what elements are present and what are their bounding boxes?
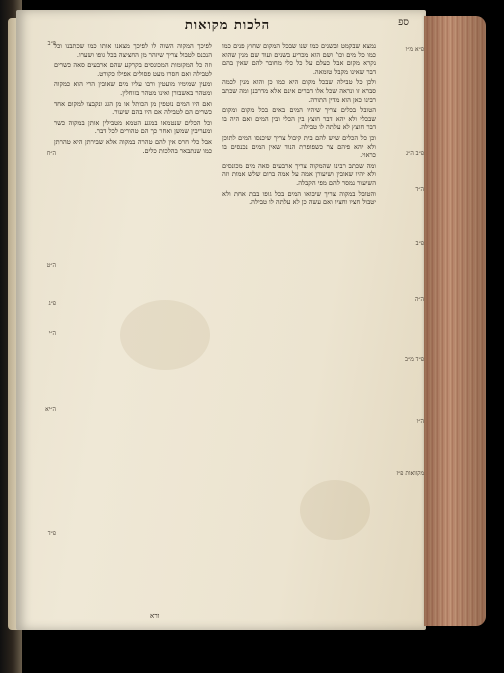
text-paragraph: אבל כלי חרס אין להם טהרה במקוה אלא שבירתן היא טהרתן כמו שנתבאר בהלכות כלים.: [54, 137, 212, 155]
margin-note: ה״ה: [414, 296, 424, 303]
text-paragraph: ומה שכתב רבינו שהמקוה צריך ארבעים סאה מים מכונסים ולא יהיו שאובין ושיעורן אמה על אמה ברום שלש אמות וזה השיעור נמסר להם מפי הקבלה.: [222, 161, 376, 187]
text-paragraph: הטובל בכלים צריך שיהיו המים באים בכל מקום ומקום שבכלי ולא יהא דבר חוצץ בין הכלי ובין המים ואם היה בו דבר חוצץ לא עלתה לו טבילה.: [222, 106, 376, 132]
fore-edge-shading: [424, 16, 486, 626]
margin-note: מקוואות פ״ז: [396, 470, 424, 477]
margin-note: פ״ג: [48, 300, 56, 307]
margin-note: ה״ט: [46, 262, 56, 269]
text-paragraph: לפיכך המקוה השוה לו לפיכך מצאנו אותו כמו שכתבנו וכל הנכנס לטבול צריך שיזהר מן החציצה בכל גופו ושערו.: [54, 42, 212, 59]
margin-note: פ״ד מ״ב: [405, 356, 424, 363]
text-paragraph: וכל הכלים שנטמאו במגע הטמא מטבילין אותן במקוה כשר ומעריבין שמשן ואחר כך הם טהורים לכל דבר.: [54, 118, 212, 136]
margin-note: ה״י: [48, 330, 56, 337]
page-header: [40, 14, 415, 38]
text-paragraph: וכן כל הכלים שיש להם בית קיבול צריך שיכנסו המים לתוכן ולא יהא פיהם צר כשפופרת הנוד שאין המים נכנסים בו כראוי.: [222, 133, 376, 160]
margin-note: פ״ב: [47, 40, 56, 47]
margin-note: ה״ח: [46, 150, 56, 157]
text-paragraph: והטובל במקוה צריך שיבואו המים בכל גופו בבת אחת ולא יטבול חציו וחציו ואם עשה כן לא עלתה לו טבילה.: [222, 189, 376, 207]
margin-note: ה״יא: [45, 406, 56, 413]
text-paragraph: נמצא שבקמט ובשנים כמו שנו שבכל המקום שחוץ פנים כמו כמו כל מים וכו' ושם הוא מכריע בשנים ועוד שם מנין שהוא נקרא מקום אבל כעלם על כל כלי מחובר להם שאין בהם דבר שאינו מקבל טומאה.: [222, 42, 376, 76]
margin-note: ה״ד: [415, 186, 424, 193]
text-paragraph: וזה כל המקומות המכונסים בקרקע שהם ארבעים סאה כשרים לטבילה ואם חסרו מעט פסולים אפילו כקורט.: [54, 61, 212, 78]
right-text-column: [222, 42, 376, 604]
text-paragraph: ואם היו המים נוטפין מן הכותל או מן הגג ונקבצו למקום אחד כשרים הם לטבילה אם היו בהם שיעור.: [54, 99, 212, 117]
text-paragraph: ולכן כל טבילה שבכל מקום היא כמו כן והוא מנין לכמה סברא זו ונראה שכל אלו דברים אינם אלא מדרבנן ומה שכתב רבינו כאן הוא מדין התורה.: [222, 78, 376, 104]
running-title: הלכות מקואות: [184, 18, 271, 33]
margin-note: פ״ב ה״ג: [406, 150, 424, 157]
margin-note: פ״ד: [47, 530, 56, 537]
folio-number: ספ: [398, 17, 409, 28]
text-paragraph: ומעין שמימיו מועטין ורבו עליו מים שאובין הרי הוא כמקוה ומטהר באשבורן ואינו מטהר בזוחלין.: [54, 80, 212, 97]
margin-note: ה״ו: [416, 418, 424, 425]
catchword: ורא: [150, 612, 160, 620]
margin-note: פ״ב: [415, 240, 424, 247]
margin-note: פ״א מ״ו: [405, 46, 424, 53]
left-text-column: [54, 42, 212, 582]
